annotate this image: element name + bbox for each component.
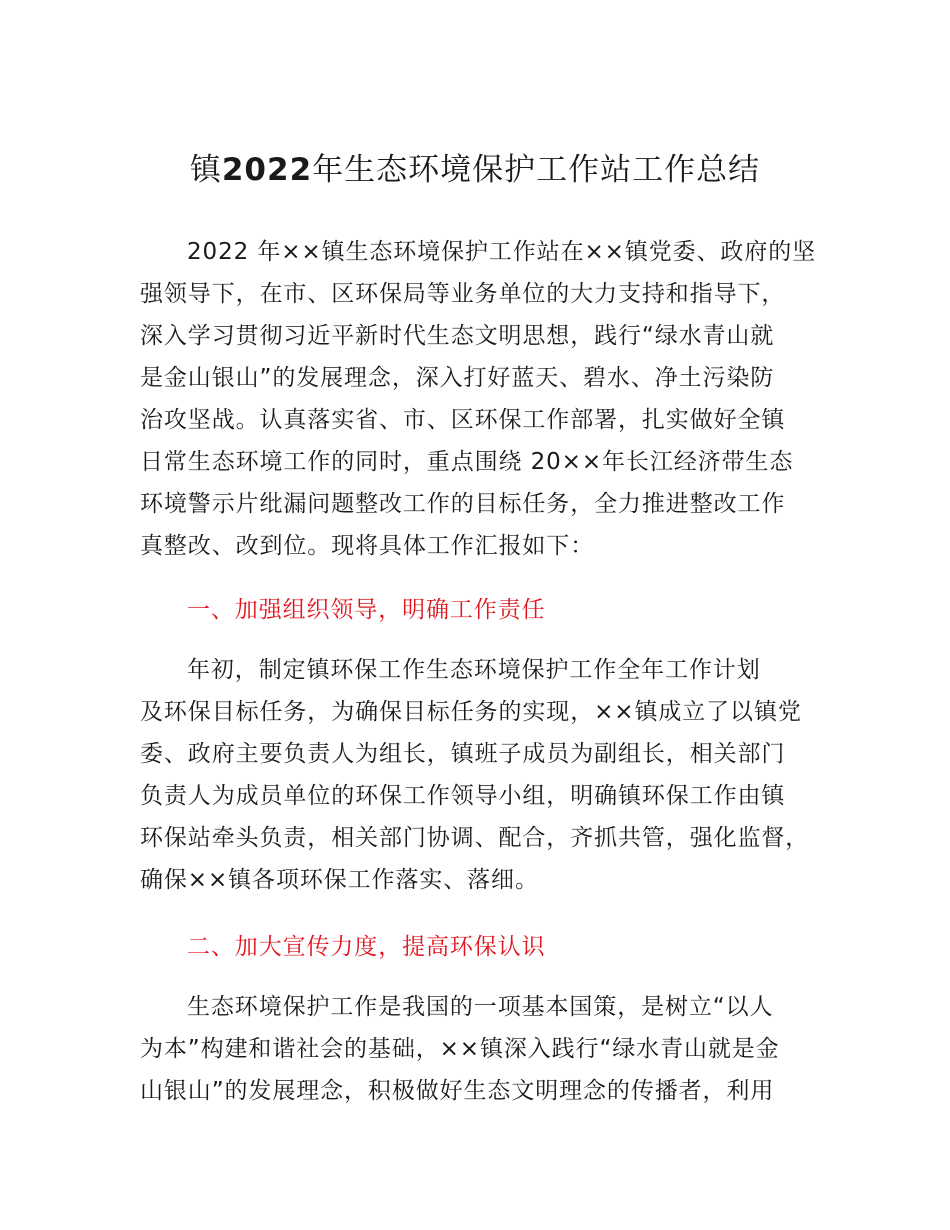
paragraph-line: 是金山银山”的发展理念，深入打好蓝天、碧水、净土污染防 — [140, 365, 775, 391]
paragraph-line: 及环保目标任务，为确保目标任务的实现，××镇成立了以镇党 — [140, 699, 802, 725]
paragraph-line: 环保站牵头负责，相关部门协调、配合，齐抓共管，强化监督， — [140, 825, 810, 851]
paragraph-line: 2022 年××镇生态环境保护工作站在××镇党委、政府的坚 — [187, 239, 817, 265]
paragraph-line: 委、政府主要负责人为组长，镇班子成员为副组长，相关部门 — [140, 741, 786, 767]
document-title — [0, 146, 950, 194]
paragraph-line: 环境警示片纰漏问题整改工作的目标任务，全力推进整改工作 — [140, 491, 786, 517]
paragraph-line: 年初，制定镇环保工作生态环境保护工作全年工作计划 — [187, 657, 761, 683]
paragraph-line: 日常生态环境工作的同时，重点围绕 20××年长江经济带生态 — [140, 449, 794, 475]
paragraph-section-2 — [140, 986, 840, 1112]
paragraph-line: 生态环境保护工作是我国的一项基本国策，是树立“以人 — [187, 994, 774, 1020]
paragraph-line: 深入学习贯彻习近平新时代生态文明思想，践行“绿水青山就 — [140, 323, 775, 349]
title-year: 2022 — [221, 152, 313, 188]
paragraph-line: 真整改、改到位。现将具体工作汇报如下： — [140, 533, 595, 559]
paragraph-section-1 — [140, 649, 840, 901]
paragraph-line: 治攻坚战。认真落实省、市、区环保工作部署，扎实做好全镇 — [140, 407, 786, 433]
paragraph-intro — [140, 231, 840, 567]
paragraph-line: 确保××镇各项环保工作落实、落细。 — [140, 867, 539, 893]
paragraph-line: 山银山”的发展理念，积极做好生态文明理念的传播者，利用 — [140, 1078, 775, 1104]
title-prefix: 镇 — [189, 152, 222, 188]
paragraph-line: 强领导下，在市、区环保局等业务单位的大力支持和指导下， — [140, 281, 786, 307]
section-heading-1: 一、加强组织领导，明确工作责任 — [187, 597, 546, 623]
paragraph-line: 为本”构建和谐社会的基础，××镇深入践行“绿水青山就是金 — [140, 1036, 780, 1062]
section-heading-2: 二、加大宣传力度，提高环保认识 — [187, 934, 546, 960]
title-suffix: 年生态环境保护工作站工作总结 — [312, 152, 761, 188]
paragraph-line: 负责人为成员单位的环保工作领导小组，明确镇环保工作由镇 — [140, 783, 786, 809]
